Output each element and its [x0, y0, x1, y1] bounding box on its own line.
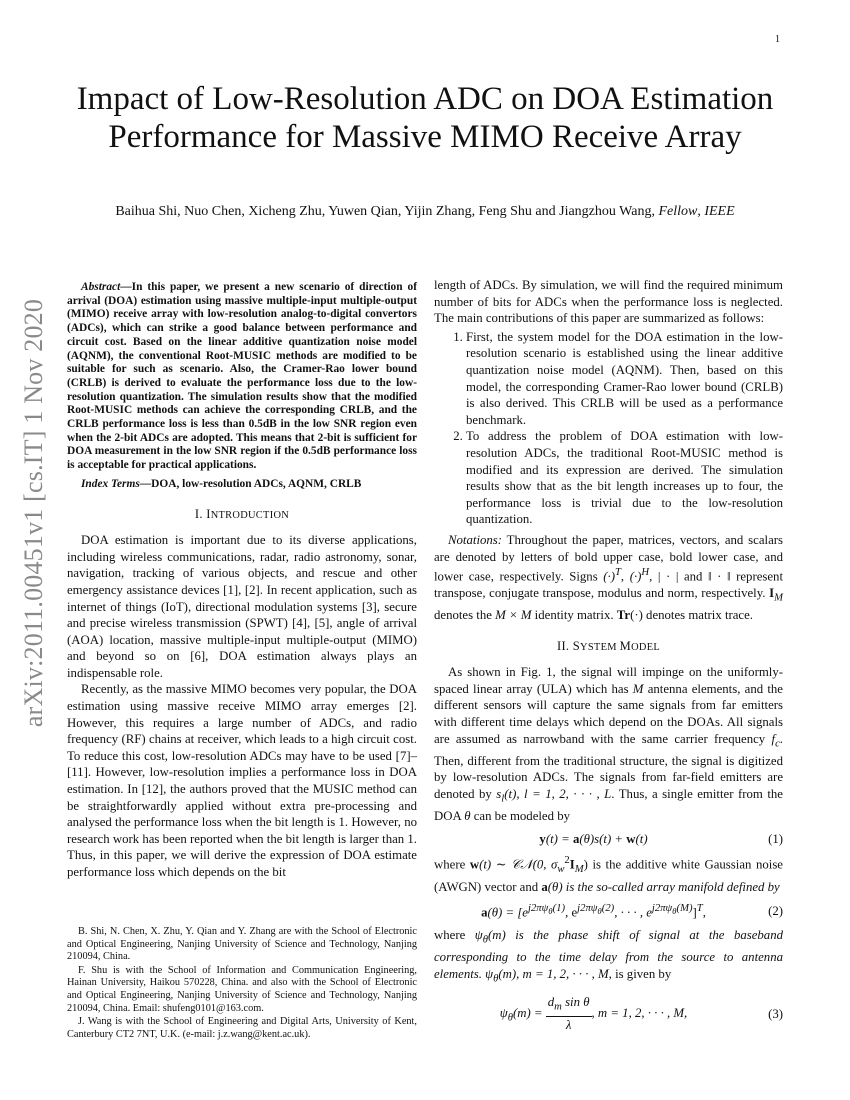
equation-number: (2): [768, 903, 783, 918]
section-heading-introduction: I. INTRODUCTION: [194, 506, 290, 521]
index-terms-text: —DOA, low-resolution ADCs, AQNM, CRLB: [139, 477, 362, 490]
right-column: [434, 277, 783, 1040]
system-model-paragraph: As shown in Fig. 1, the signal will impinge on the uniformly-spaced linear array (ULA) which has M antenna elements, and the different sensors will capture the same signals from far emitters with different time delays which depend on the DOAs. All signals are assumed as narrowband with the same carrier frequency $f_c$. Then, different from the traditional structure, the signal is digitized by low-resolution ADCs. The signals from far-field emitters are denoted by $s_l(t)$, l = 1, 2, · · · , L. Thus, a single emitter from the DOA θ can be modeled by: [434, 665, 783, 824]
list-item: 2. To address the problem of DOA estimation with low-resolution ADCs, the traditional Root-MUSIC method is modified and its expression are derived. The simulation results show that as the bit length increases up to four, the performance loss is trivial due to the low-resolution quantization.: [466, 428, 783, 528]
page-number: 1: [775, 34, 780, 45]
intro-paragraph: Recently, as the massive MIMO becomes very popular, the DOA estimation using massive receive MIMO array emerges [2]. However, this requires a large number of ADCs, and radio frequency (RF) chains at receiver, which leads to a high circuit cost. To reduce this cost, low-resolution ADCs may have to be used [7]–[11]. However, low-resolution implies a performance loss in DOA estimation. In [12], the authors proved that the MUSIC method can be straightforwardly applied without extra pre-processing and analysed the performance loss when the bit length is 1. However, no research work has been reported when the bit length is larger than 1. Thus, in this paper, we will derive the expression of DOA estimate performance loss which depends on the bit: [67, 682, 417, 880]
footnote: F. Shu is with the School of Information and Communication Engineering, Hainan University, Haikou 570228, China. and also with the School of Electronic and Optical Engineering, Nanjing University of Science and Technology, Nanjing 210094, China. Email: shufeng0101@163.com.: [67, 964, 417, 1014]
system-model-paragraph: where w(t) ∼ 𝒞𝒩(0, $\sigma_w^2I_M$) is the additive white Gaussian noise (AWGN) vector and a(θ) is the so-called array manifold defined by: [434, 855, 783, 894]
footnote: B. Shi, N. Chen, X. Zhu, Y. Qian and Y. Zhang are with the School of Electronic and Optical Engineering, Nanjing University of Science and Technology, Nanjing 210094, China.: [67, 926, 417, 963]
footnotes: [67, 926, 417, 1042]
equation-3: $\psi_\theta(m)$ = $\frac{d_m \sin \theta}{\lambda}$ , m = 1, 2, · · · , M, (3): [499, 995, 783, 1033]
arxiv-stamp: [10, 278, 58, 748]
intro-paragraph: DOA estimation is important due to its diverse applications, including wireless communications, radar, radio astronomy, sonar, navigation, tracking of various objects, and rescue and other emergency assistance devices [1], [2]. In recent application, such as internet of things (IoT), directional modulation systems [3], secure and precise wireless transmission (SPWT) [4], [5], angle of arrival (AOA) location, massive multiple-input multiple-output (MIMO) and beyond so on [6], DOA estimation always plays an indispensable role.: [67, 533, 417, 680]
author-list: Baihua Shi, Nuo Chen, Xicheng Zhu, Yuwen Qian, Yijin Zhang, Feng Shu and Jiangzhou Wang, Fellow, IEEE: [115, 204, 735, 219]
equation-number: (1): [768, 831, 783, 846]
abstract-text: —In this paper, we present a new scenario of direction of arrival (DOA) estimation using massive multiple-input multiple-output (MIMO) receive array with low-resolution analog-to-digital convertors (ADCs), which can strike a good balance between performance and circuit cost. Based on the linear additive quantization noise model (AQNM), the conventional Root-MUSIC methods are modified to be suitable for such as scenario. Also, the Cramer-Rao lower bound (CRLB) is derived to evaluate the performance loss due to the low-resolution quantization. The simulation results show that the modified Root-MUSIC methods can achieve the corresponding CRLB, and the CRLB performance loss is less than 0.5dB in the low SNR region even when the 2-bit ADCs are adopted. This means that 2-bit is sufficient for DOA measurement in the low SNR region if the 0.5dB performance loss is acceptable for practical applications.: [67, 281, 417, 472]
footnote: J. Wang is with the School of Engineering and Digital Arts, University of Kent, Canterbury CT2 7NT, U.K. (e-mail: j.z.wang@kent.ac.uk).: [67, 1016, 417, 1040]
index-terms-label: Index Terms: [81, 477, 140, 490]
intro-continuation: length of ADCs. By simulation, we will find the required minimum number of bits for ADCs when the performance loss is neglected. The main contributions of this paper are summarized as follows:: [434, 278, 783, 326]
abstract-label: Abstract: [81, 281, 121, 293]
authors-names: Baihua Shi, Nuo Chen, Xicheng Zhu, Yuwen Qian, Yijin Zhang, Feng Shu and Jiangzhou Wang,: [115, 204, 655, 219]
authors-ieee: IEEE: [704, 204, 735, 219]
equation-1: y(t) = a(θ)s(t) + w(t) (1): [539, 831, 783, 846]
contributions-list: [434, 329, 783, 528]
section-heading-system-model: II. SYSTEM MODEL: [557, 638, 660, 653]
equation-number: (3): [768, 1006, 783, 1021]
authors-fellow: Fellow: [658, 204, 698, 219]
index-terms: [67, 478, 417, 492]
left-column: [67, 281, 417, 881]
notations-paragraph: Notations: Throughout the paper, matrices, vectors, and scalars are denoted by letters of bold upper case, bold lower case, and lower case, respectively. Signs $(\cdot)^T$, $(\cdot)^H$, | · | and ‖ · ‖ represent transpose, conjugate transpose, modulus and norm, respectively. $I_M$ denotes the M × M identity matrix. Tr(·) denotes matrix trace.: [434, 532, 784, 623]
list-item: 1. First, the system model for the DOA estimation in the low-resolution scenario is established using the linear additive quantization noise model (AQNM). Then, based on this model, the corresponding Cramer-Rao lower bound (CRLB) is also derived. This CRLB will be used as a performance benchmark.: [466, 329, 783, 429]
arxiv-stamp-text: arXiv:2011.00451v1 [cs.IT] 1 Nov 2020: [19, 298, 48, 728]
abstract: [67, 281, 417, 473]
equation-2: $a(\theta) = [e^{j2\pi\psi_\theta(1)}$, $e^{j2\pi\psi_\theta(2)}$, · · · , $e^{j2\pi\psi_\theta(M)}]^T$, (2): [481, 903, 783, 920]
system-model-paragraph: where $\psi_\theta(m)$ is the phase shift of signal at the baseband corresponding to the time delay from the source to antenna elements. $\psi_\theta(m)$, m = 1, 2, · · · , M, is given by: [434, 928, 783, 985]
paper-title: Impact of Low-Resolution ADC on DOA Estimation Performance for Massive MIMO Receive Array: [76, 81, 774, 155]
